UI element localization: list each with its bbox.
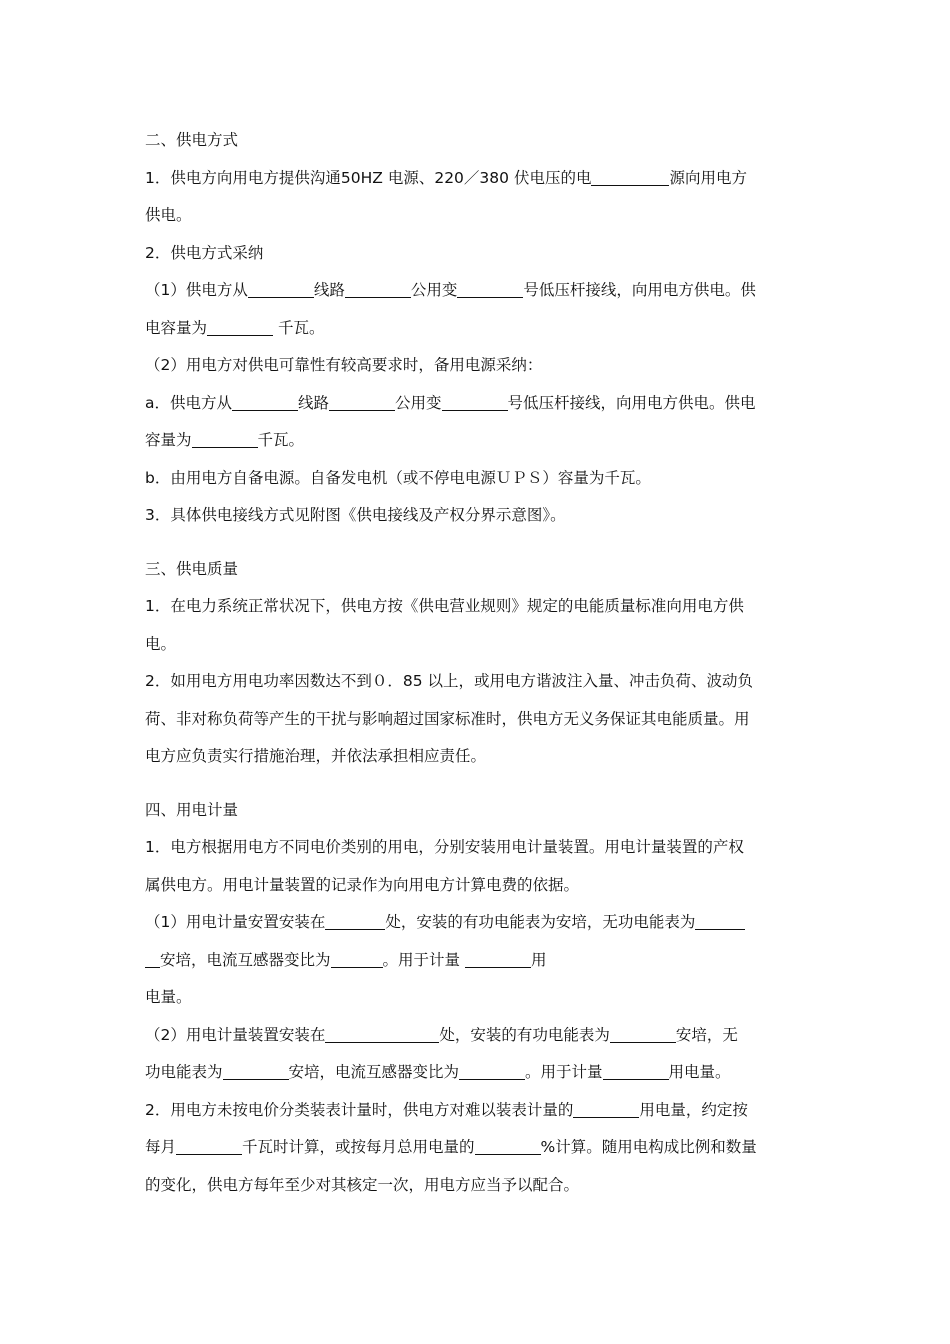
paragraph-line [145, 385, 805, 423]
fill-blank [610, 1023, 676, 1043]
paragraph-line [145, 942, 805, 980]
fill-blank [223, 1060, 289, 1080]
fill-blank [248, 278, 314, 298]
fill-blank [591, 166, 669, 186]
fill-blank [325, 910, 385, 930]
text: 电源、 [387, 168, 435, 187]
paragraph-line [145, 1129, 805, 1167]
text: （1）供电方从 [145, 281, 248, 299]
text: 千瓦。 [273, 318, 325, 337]
fill-blank [457, 278, 523, 298]
fill-blank [603, 1060, 669, 1080]
text: 2．如用电方用电功率因数达不到０．85 以上，或用电方谐波注入量、冲击负荷、波动负 [145, 672, 754, 690]
text: （2）用电计量装置安装在 [145, 1025, 326, 1044]
text: 安培，无 [675, 1025, 738, 1044]
section-gap [145, 776, 805, 792]
paragraph-line [145, 904, 805, 942]
paragraph-line [145, 235, 805, 273]
text: 功电能表为 [145, 1063, 223, 1081]
text: 电量。 [145, 988, 192, 1006]
paragraph-line [145, 829, 805, 867]
fill-blank [442, 391, 508, 411]
text: 容量为 [145, 431, 192, 449]
text: 2．供电方式采纳 [145, 243, 264, 262]
text: 号低压杆接线，向用电方供电。供电 [507, 393, 756, 412]
text: 供电。 [145, 206, 192, 224]
text: 号低压杆接线，向用电方供电。供 [523, 281, 756, 299]
text: 处，安装的有功电能表为 [439, 1025, 610, 1044]
fill-blank [331, 948, 383, 968]
heading-text: 三、供电质量 [145, 559, 239, 578]
heading-text: 四、用电计量 [145, 800, 239, 819]
text: 。用于计量 [382, 950, 465, 969]
fill-blank [232, 391, 298, 411]
text: 处，安装的有功电能表为安培，无功电能表为 [385, 913, 696, 931]
text: 1．在电力系统正常状况下，供电方按《供电营业规则》规定的电能质量标准向用电方供 [145, 597, 744, 615]
text: （1）用电计量安置安装在 [145, 913, 326, 931]
fill-blank [695, 910, 745, 930]
paragraph-line [145, 497, 805, 535]
text: 3．具体供电接线方式见附图《供电接线及产权分界示意图》。 [145, 506, 566, 524]
paragraph-line [145, 347, 805, 385]
fill-blank [145, 948, 160, 968]
text: %计算。随用电构成比例和数量 [540, 1138, 757, 1156]
text: b．由用电方自备电源。自备发电机（或不停电电源ＵＰＳ）容量为千瓦。 [145, 468, 651, 487]
paragraph-line [145, 1017, 805, 1055]
text: 。用于计量 [525, 1063, 603, 1081]
paragraph-line [145, 197, 805, 235]
paragraph-line [145, 160, 805, 198]
text: 伏电压的电 [513, 168, 592, 187]
fill-blank [207, 316, 273, 336]
text: 千瓦。 [257, 431, 305, 449]
text: 2．用电方未按电价分类装表计量时，供电方对难以装表计量的 [145, 1100, 574, 1119]
fill-blank [459, 1060, 525, 1080]
text: 1．供电方向用电方提供沟通 [145, 168, 341, 187]
text: 安培，电流互感器变比为 [160, 950, 331, 969]
text: 公用变 [410, 281, 458, 299]
paragraph-line [145, 272, 805, 310]
text: （2）用电方对供电可靠性有较高要求时，备用电源采纳： [145, 356, 543, 374]
paragraph-line [145, 626, 805, 664]
section-heading-metering [145, 792, 805, 830]
text: 源向用电方 [669, 168, 747, 187]
fill-blank [573, 1098, 639, 1118]
heading-text: 二、供电方式 [145, 131, 239, 149]
fill-blank [329, 391, 395, 411]
text: a．供电方从 [145, 393, 232, 412]
paragraph-line [145, 1092, 805, 1130]
paragraph-line [145, 310, 805, 348]
paragraph-line [145, 460, 805, 498]
text: 荷、非对称负荷等产生的干扰与影响超过国家标准时，供电方无义务保证其电能质量。用 [145, 709, 750, 728]
paragraph-line [145, 663, 805, 701]
fill-blank [475, 1135, 541, 1155]
paragraph-line [145, 738, 805, 776]
paragraph-line [145, 701, 805, 739]
text: 电方应负责实行措施治理，并依法承担相应责任。 [145, 747, 487, 765]
paragraph-line [145, 1054, 805, 1092]
paragraph-line [145, 979, 805, 1017]
fill-blank [325, 1023, 439, 1043]
text: 用电量，约定按 [639, 1100, 748, 1119]
section-heading-power-quality [145, 551, 805, 589]
section-heading-power-supply-mode [145, 122, 805, 160]
text: 公用变 [395, 393, 442, 412]
text: 每月 [145, 1138, 177, 1156]
paragraph-line [145, 588, 805, 626]
document-page [145, 122, 805, 1204]
text: 用 [530, 950, 547, 969]
text: 220／380 [434, 168, 509, 187]
section-gap [145, 535, 805, 551]
text: 1．电方根据用电方不同电价类别的用电，分别安装用电计量装置。用电计量装置的产权 [145, 838, 744, 856]
paragraph-line [145, 422, 805, 460]
text: 线路 [313, 281, 345, 299]
text: 电。 [145, 634, 177, 653]
fill-blank [192, 428, 258, 448]
text: 安培，电流互感器变比为 [288, 1063, 460, 1081]
text: 属供电方。用电计量装置的记录作为向用电方计算电费的依据。 [145, 875, 580, 894]
fill-blank [176, 1135, 242, 1155]
text: 电容量为 [145, 318, 208, 337]
text: 用电量。 [668, 1063, 731, 1081]
fill-blank [465, 948, 531, 968]
text: 线路 [298, 393, 330, 412]
paragraph-line [145, 867, 805, 905]
text: 千瓦时计算，或按每月总用电量的 [242, 1138, 475, 1156]
paragraph-line [145, 1167, 805, 1205]
fill-blank [345, 278, 411, 298]
text: 50HZ [340, 168, 383, 187]
text: 的变化，供电方每年至少对其核定一次，用电方应当予以配合。 [145, 1175, 580, 1194]
